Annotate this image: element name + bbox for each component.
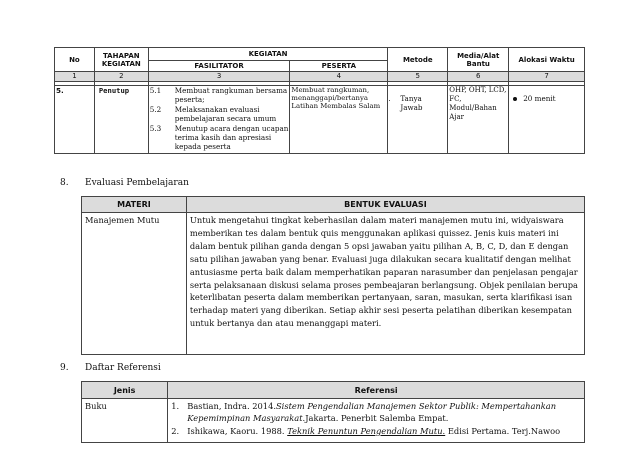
column-number-row (55, 72, 585, 82)
list-item: 5.3 Menutup acara dengan ucapan terima kasih dan apresiasi kepada peserta (149, 123, 289, 152)
column-number: 2 (94, 72, 148, 82)
header-no: No (55, 48, 95, 72)
row-peserta: Membuat rangkuman, menanggapi/bertanya Latihan Membalas Salam (290, 86, 388, 154)
table-row (82, 213, 585, 355)
row-tahapan: Penutup (94, 86, 148, 154)
table-row (82, 399, 585, 443)
header-bentuk-evaluasi: BENTUK EVALUASI (186, 197, 584, 213)
column-number: 7 (509, 72, 585, 82)
table-row (55, 86, 585, 154)
bentuk-evaluasi-cell: Untuk mengetahui tingkat keberhasilan dalam materi manajemen mutu ini, widyaiswara memberikan tes dalam bentuk quis menggunakan aplikasi quissez. Jenis kuis materi ini dalam bentuk pilihan ganda dengan 5 opsi jawaban yaitu pilihan A, B, C, D, dan E dengan satu pilihan jawaban yang benar. Evaluasi juga dilakukan secara kualitatif dengan melihat antusiasme perta baik dalam memperhatikan paparan narasumber dan penjelasan pengajar serta pelaksanaan diskusi selama proses pembeajaran berlangsung. Objek penilaian berupa keterlibatan peserta dalam memberikan pertanyaan, saran, masukan, serta klarifikasi isan terhadap materi yang diberikan. Setiap akhir sesi peserta pelatihan diberikan kesempatan untuk bertanya dan atau menanggapi materi. (186, 213, 584, 355)
header-kegiatan: KEGIATAN (148, 48, 388, 61)
evaluation-table (81, 196, 585, 355)
header-fasilitator: FASILITATOR (148, 61, 290, 72)
materi-cell: Manajemen Mutu (82, 213, 187, 355)
row-alokasi: 20 menit (509, 86, 585, 154)
column-number: 4 (290, 72, 388, 82)
header-media: Media/Alat Bantu (448, 48, 509, 72)
header-referensi: Referensi (168, 382, 585, 399)
reference-table (81, 381, 585, 443)
row-media: OHP, OHT, LCD, FC, Modul/Bahan Ajar (448, 86, 509, 154)
header-materi: MATERI (82, 197, 187, 213)
row-no: 5. (55, 86, 95, 154)
list-item: 5.1 Membuat rangkuman bersama peserta; (149, 86, 288, 105)
column-number: 6 (448, 72, 509, 82)
header-metode: Metode (388, 48, 448, 72)
header-peserta: PESERTA (290, 61, 388, 72)
list-item: 1. Bastian, Indra. 2014.Sistem Pengendalian Manajemen Sektor Publik: Mempertahankan Kepemimpinan Masyarakat.Jakarta. Penerbit Salemba Empat. (171, 401, 557, 424)
referensi-cell (168, 399, 585, 443)
row-metode: . Tanya Jawab (388, 86, 448, 154)
section-heading-9: 9. Daftar Referensi (60, 363, 161, 373)
column-number: 5 (388, 72, 448, 82)
header-alokasi: Alokasi Waktu (509, 48, 585, 72)
activity-table (54, 47, 585, 154)
header-tahapan: TAHAPAN KEGIATAN (94, 48, 148, 72)
bullet-icon (513, 97, 517, 101)
jenis-cell: Buku (82, 399, 168, 443)
list-item: 5.2 Melaksanakan evaluasi pembelajaran secara umum (149, 104, 277, 124)
column-number: 3 (148, 72, 290, 82)
list-item: 2. Ishikawa, Kaoru. 1988. Teknik Penuntun Pengendalian Mutu. Edisi Pertama. Terj.Nawoo (171, 425, 561, 436)
row-fasilitator (148, 86, 290, 154)
section-heading-8: 8. Evaluasi Pembelajaran (60, 178, 189, 188)
header-jenis: Jenis (82, 382, 168, 399)
column-number: 1 (55, 72, 95, 82)
